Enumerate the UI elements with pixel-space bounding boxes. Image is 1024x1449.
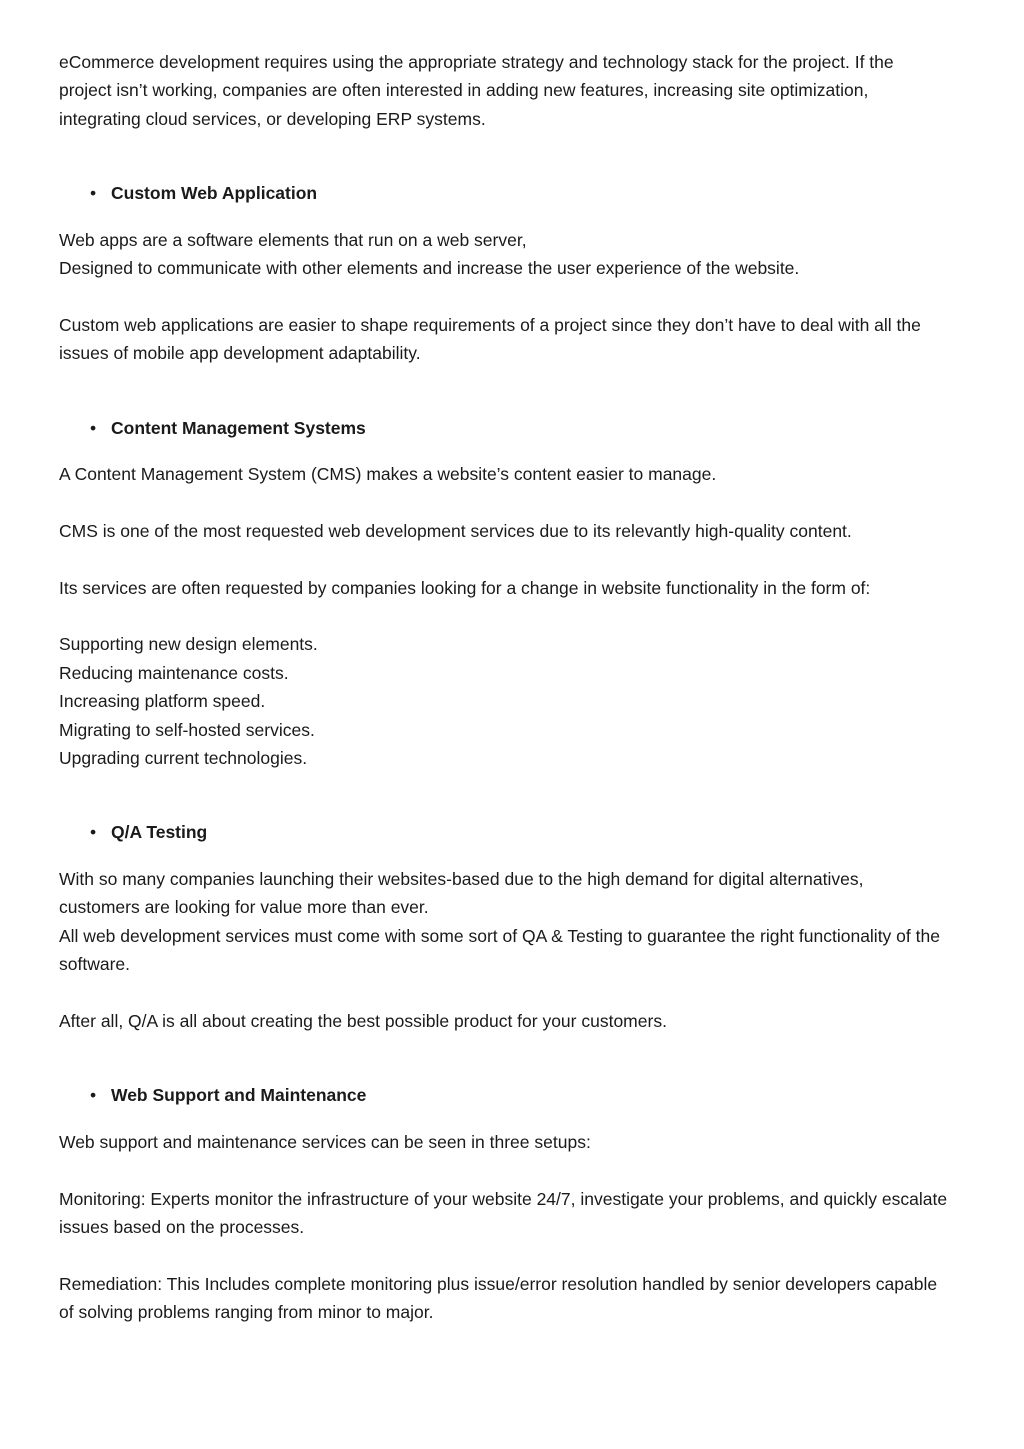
custom-web-app-paragraph-1	[59, 226, 979, 283]
cms-paragraph-1: A Content Management System (CMS) makes a website’s content easier to manage.	[59, 464, 717, 485]
support-paragraph-2	[59, 1185, 979, 1242]
bullet-glyph: •	[90, 1085, 97, 1106]
intro-line-2: project isn’t working, companies are often interested in adding new features, increasing site optimization,	[59, 80, 869, 101]
text-line: customers are looking for value more than ever.	[59, 897, 429, 918]
custom-web-app-paragraph-2	[59, 311, 979, 368]
text-line: Custom web applications are easier to shape requirements of a project since they don’t have to deal with all the	[59, 314, 921, 335]
text-line: Monitoring: Experts monitor the infrastructure of your website 24/7, investigate your problems, and quickly escalate	[59, 1188, 948, 1209]
text-line: All web development services must come with some sort of QA & Testing to guarantee the right functionality of the	[59, 925, 940, 946]
text-line: software.	[59, 954, 130, 975]
qa-paragraph-1	[59, 865, 979, 979]
qa-paragraph-2: After all, Q/A is all about creating the best possible product for your customers.	[59, 1010, 667, 1031]
text-line: issues based on the processes.	[59, 1216, 305, 1237]
section-heading-qa	[59, 818, 979, 846]
section-heading-cms	[59, 414, 979, 442]
text-line: With so many companies launching their websites-based due to the high demand for digital alternatives,	[59, 868, 864, 889]
intro-line-1: eCommerce development requires using the appropriate strategy and technology stack for the project. If the	[59, 52, 894, 72]
list-item: Increasing platform speed.	[59, 691, 266, 712]
list-item: Supporting new design elements.	[59, 634, 318, 655]
heading-text: Web Support and Maintenance	[111, 1085, 367, 1106]
article-body	[59, 48, 979, 1327]
cms-paragraph-3: Its services are often requested by companies looking for a change in website functionality in the form of:	[59, 577, 871, 598]
support-paragraph-1: Web support and maintenance services can be seen in three setups:	[59, 1131, 591, 1152]
heading-text: Content Management Systems	[111, 417, 366, 438]
intro-paragraph	[59, 48, 979, 133]
bullet-glyph: •	[90, 822, 97, 843]
intro-line-3: integrating cloud services, or developing ERP systems.	[59, 108, 486, 129]
text-line: of solving problems ranging from minor to major.	[59, 1302, 434, 1323]
text-line: Remediation: This Includes complete monitoring plus issue/error resolution handled by senior developers capable	[59, 1273, 938, 1294]
bullet-glyph: •	[90, 417, 97, 438]
cms-paragraph-2: CMS is one of the most requested web development services due to its relevantly high-quality content.	[59, 520, 852, 541]
bullet-glyph: •	[90, 183, 97, 204]
list-item: Reducing maintenance costs.	[59, 662, 289, 683]
text-line: issues of mobile app development adaptability.	[59, 343, 421, 364]
list-item: Upgrading current technologies.	[59, 748, 308, 769]
list-item: Migrating to self-hosted services.	[59, 719, 315, 740]
section-heading-custom-web-app	[59, 179, 979, 207]
heading-text: Custom Web Application	[111, 183, 318, 204]
support-paragraph-3	[59, 1270, 979, 1327]
section-heading-support	[59, 1081, 979, 1109]
text-line: Web apps are a software elements that run on a web server,	[59, 229, 527, 250]
heading-text: Q/A Testing	[111, 822, 208, 843]
cms-list	[59, 630, 979, 772]
text-line: Designed to communicate with other elements and increase the user experience of the website.	[59, 258, 800, 279]
